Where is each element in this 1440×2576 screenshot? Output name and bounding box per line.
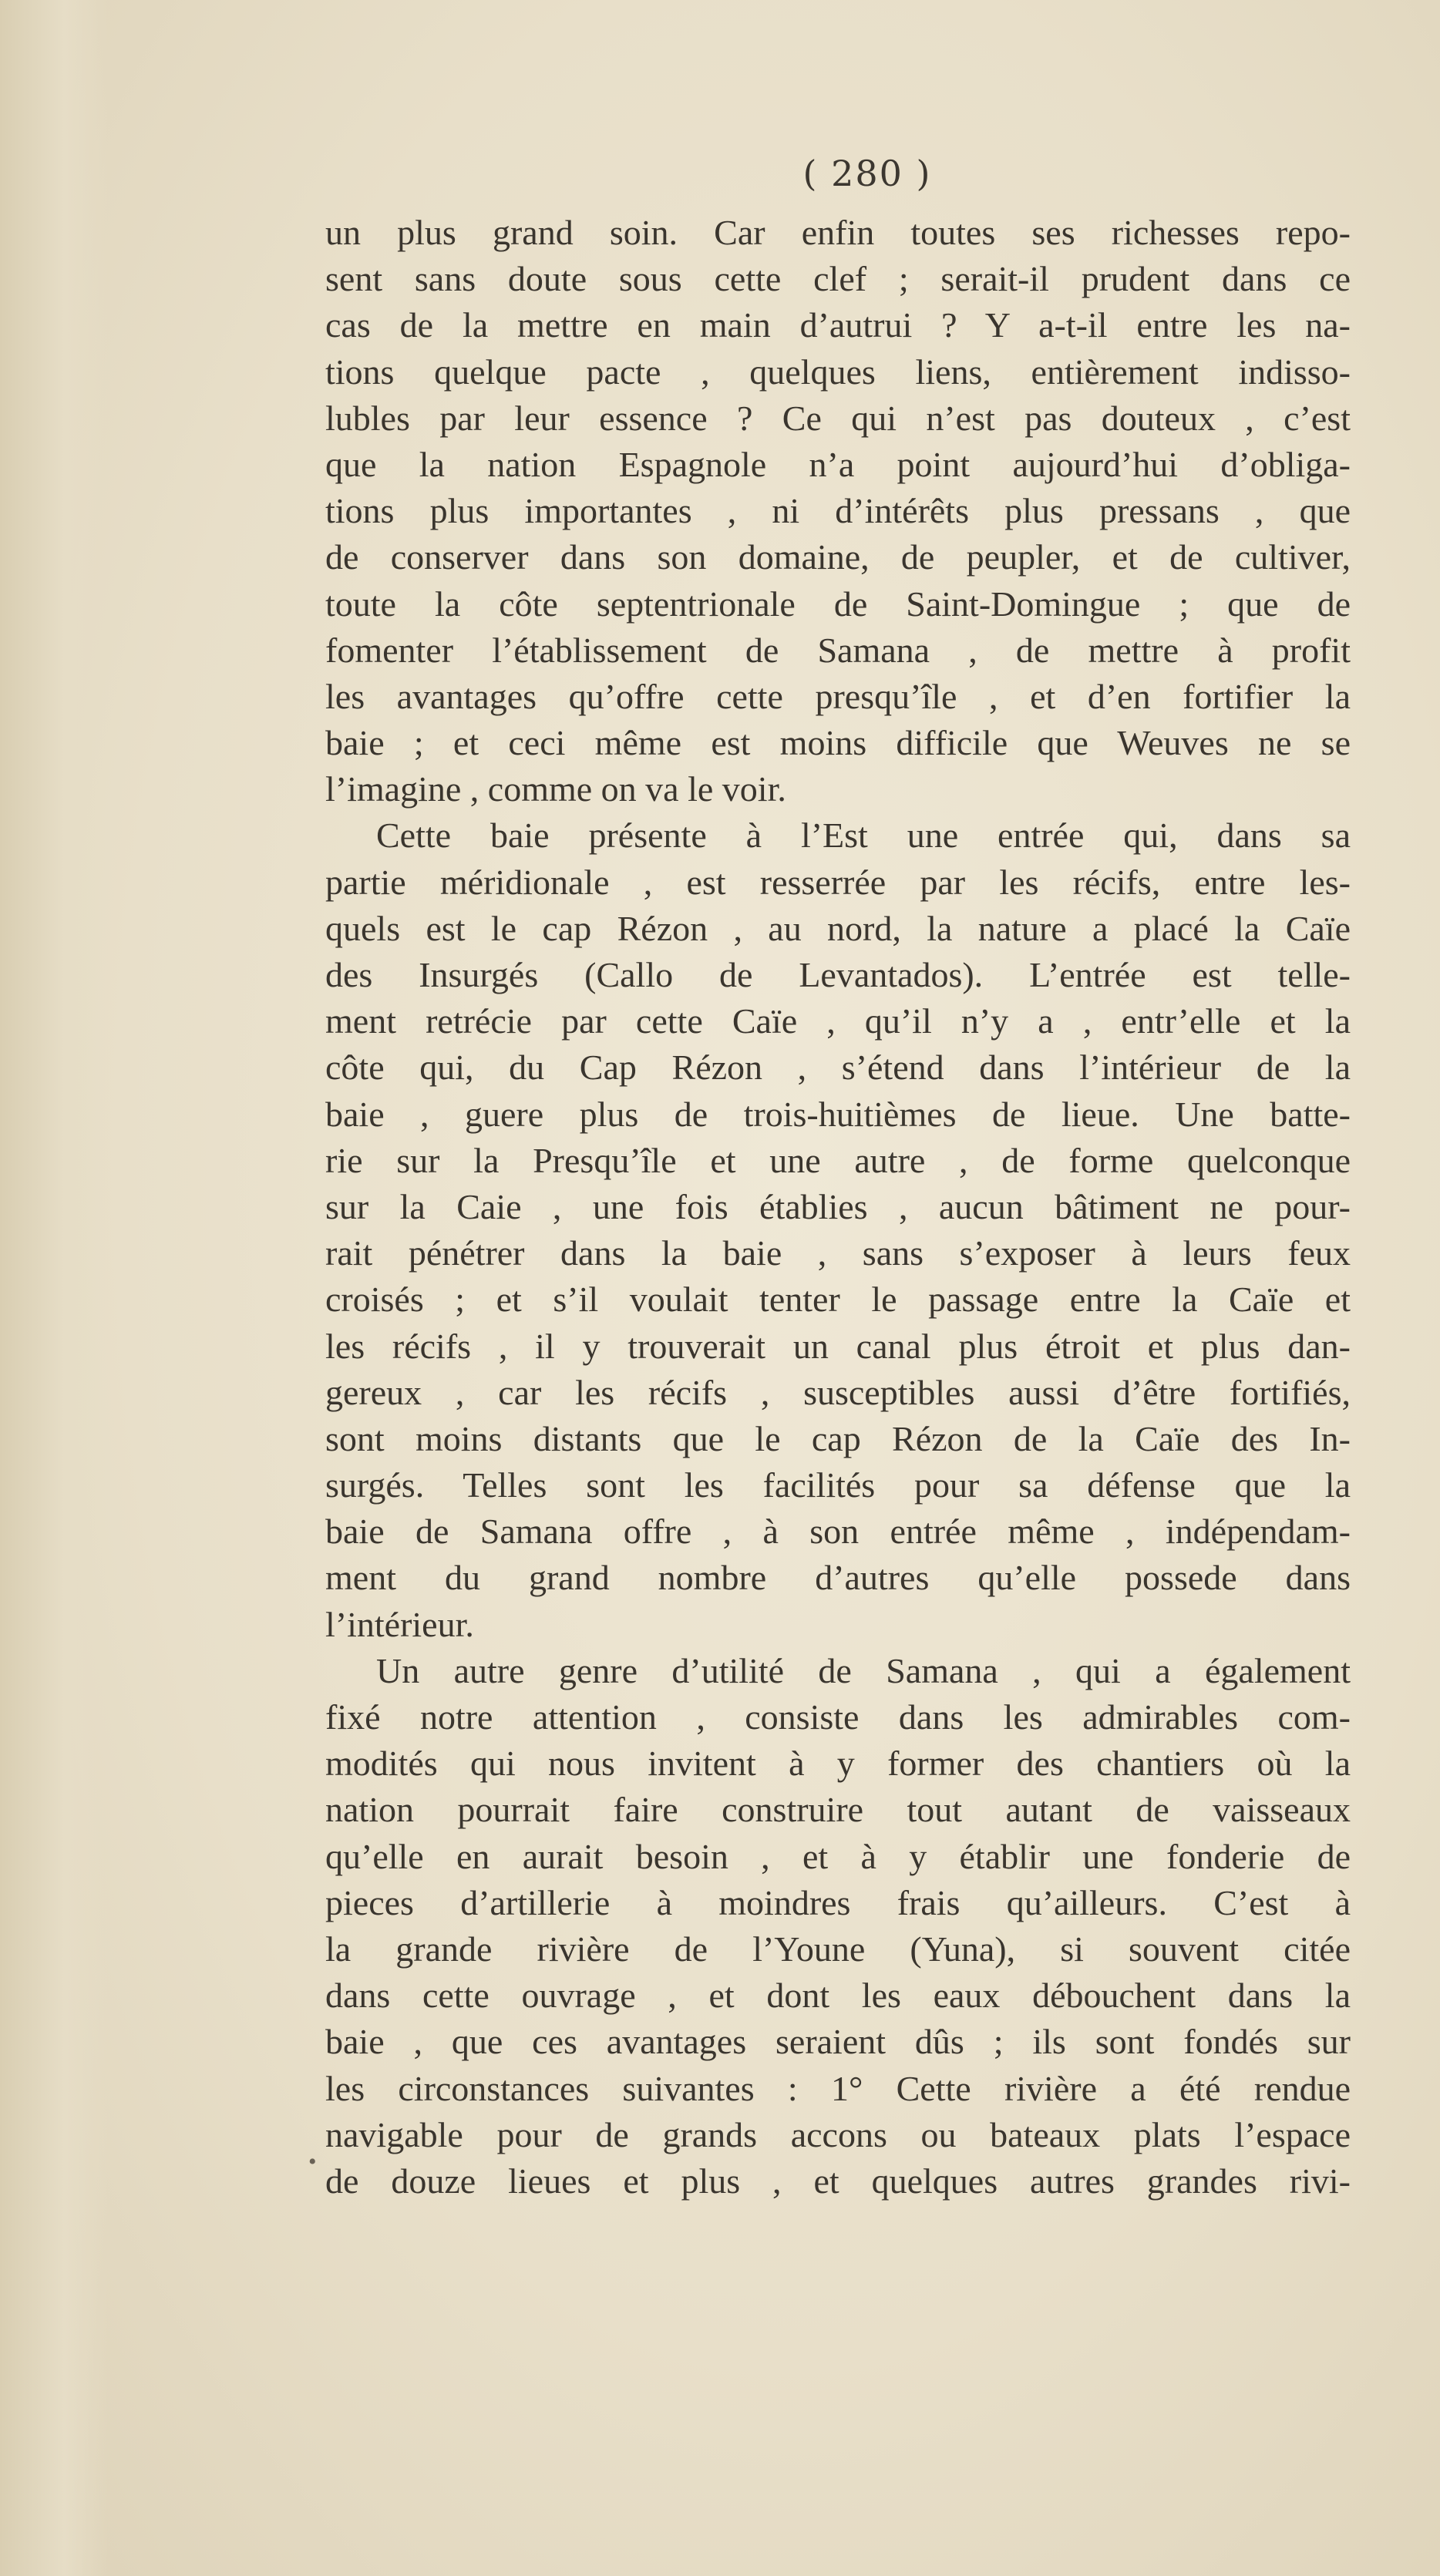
text-line: baie , que ces avantages seraient dûs ; ils sont fondés sur — [325, 2022, 1351, 2062]
text-line: surgés. Telles sont les facilités pour sa défense que la — [325, 1465, 1351, 1505]
text-line: ment retrécie par cette Caïe , qu’il n’y a , entr’elle et la — [325, 1001, 1351, 1041]
text-line: dans cette ouvrage , et dont les eaux débouchent dans la — [325, 1976, 1351, 2016]
text-line: que la nation Espagnole n’a point aujourd’hui d’obliga- — [325, 444, 1351, 484]
text-line: l’intérieur. — [325, 1604, 474, 1644]
text-line: les récifs , il y trouverait un canal plus étroit et plus dan- — [325, 1326, 1351, 1366]
text-line: tions plus importantes , ni d’intérêts plus pressans , que — [325, 491, 1351, 531]
text-line: croisés ; et s’il voulait tenter le passage entre la Caïe et — [325, 1280, 1351, 1320]
text-line: ment du grand nombre d’autres qu’elle possede dans — [325, 1558, 1351, 1598]
text-line: nation pourrait faire construire tout autant de vaisseaux — [325, 1790, 1351, 1830]
text-line: fixé notre attention , consiste dans les admirables com- — [325, 1697, 1351, 1737]
text-line: toute la côte septentrionale de Saint-Domingue ; que de — [325, 583, 1351, 624]
text-line: la grande rivière de l’Youne (Yuna), si souvent citée — [325, 1929, 1351, 1969]
page-number: ( 280 ) — [802, 153, 932, 194]
text-line: sur la Caie , une fois établies , aucun bâtiment ne pour- — [325, 1186, 1351, 1226]
text-line: de douze lieues et plus , et quelques autres grandes rivi- — [325, 2161, 1351, 2201]
text-line: navigable pour de grands accons ou bateaux plats l’espace — [325, 2114, 1351, 2154]
text-line: sont moins distants que le cap Rézon de la Caïe des In- — [325, 1418, 1351, 1458]
text-line: l’imagine , comme on va le voir. — [325, 769, 786, 809]
text-line: baie de Samana offre , à son entrée même , indépendam- — [325, 1512, 1351, 1552]
text-line: un plus grand soin. Car enfin toutes ses richesses repo- — [325, 213, 1351, 252]
text-line: les circonstances suivantes : 1° Cette rivière a été rendue — [325, 2068, 1351, 2108]
text-line: quels est le cap Rézon , au nord, la nature a placé la Caïe — [325, 908, 1351, 948]
text-line: lubles par leur essence ? Ce qui n’est pas douteux , c’est — [325, 398, 1351, 438]
text-line: de conserver dans son domaine, de peupler, et de cultiver, — [325, 537, 1351, 577]
page-gutter-shadow — [0, 0, 108, 2576]
paragraph-1 — [325, 210, 1351, 812]
text-line: sent sans doute sous cette clef ; serait-il prudent dans ce — [325, 259, 1351, 299]
page-body-text — [325, 210, 1351, 2204]
text-line: Un autre genre d’utilité de Samana , qui a également — [376, 1650, 1351, 1690]
text-line: modités qui nous invitent à y former des chantiers où la — [325, 1744, 1351, 1784]
text-line: rait pénétrer dans la baie , sans s’exposer à leurs feux — [325, 1233, 1351, 1273]
text-line: fomenter l’établissement de Samana , de mettre à profit — [325, 630, 1351, 670]
text-line: pieces d’artillerie à moindres frais qu’ailleurs. C’est à — [325, 1882, 1351, 1922]
margin-mark: • — [308, 2149, 317, 2174]
text-line: rie sur la Presqu’île et une autre , de forme quelconque — [325, 1140, 1351, 1180]
text-line: baie ; et ceci même est moins difficile que Weuves ne se — [325, 723, 1351, 763]
text-line: Cette baie présente à l’Est une entrée qui, dans sa — [376, 816, 1351, 856]
text-line: baie , guere plus de trois-huitièmes de lieue. Une batte- — [325, 1094, 1351, 1134]
text-line: gereux , car les récifs , susceptibles aussi d’être fortifiés, — [325, 1372, 1351, 1412]
text-line: tions quelque pacte , quelques liens, entièrement indisso- — [325, 351, 1351, 392]
text-line: qu’elle en aurait besoin , et à y établir une fonderie de — [325, 1836, 1351, 1876]
text-line: des Insurgés (Callo de Levantados). L’entrée est telle- — [325, 955, 1351, 994]
paragraph-2 — [325, 812, 1351, 1647]
text-line: partie méridionale , est resserrée par les récifs, entre les- — [325, 862, 1351, 902]
text-line: cas de la mettre en main d’autrui ? Y a-t-il entre les na- — [325, 305, 1351, 345]
text-line: côte qui, du Cap Rézon , s’étend dans l’intérieur de la — [325, 1048, 1351, 1088]
paragraph-3 — [325, 1648, 1351, 2204]
text-line: les avantages qu’offre cette presqu’île , et d’en fortifier la — [325, 676, 1351, 716]
